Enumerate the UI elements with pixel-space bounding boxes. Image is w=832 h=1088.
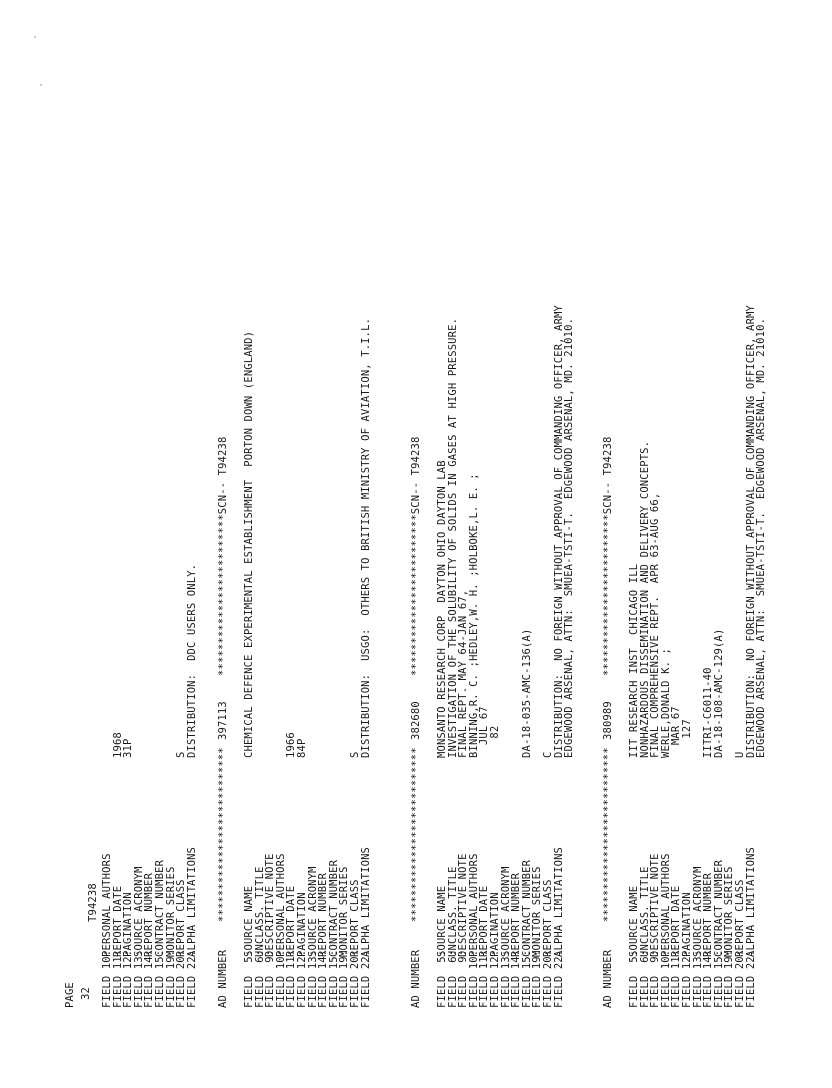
field-value: DA-18-035-AMC-136(A) [520,628,533,758]
field-name: ALPHA LIMITATIONS [359,846,372,957]
field-value-continuation: EDGEWOOD ARSENAL, ATTN: SMUEA-TSTI-T. EDGEWOOD ARSENAL, MD. 21010. [755,317,768,758]
field-name: REPORT NUMBER [702,872,715,957]
field-code: FIELD 9: [649,949,662,1008]
field-name: REPORT CLASS [175,879,188,957]
field-code: FIELD 10: [467,949,480,1008]
field-name: CONTRACT NUMBER [712,859,725,957]
field-name: ALPHA LIMITATIONS [744,846,757,957]
field-name: REPORT DATE [285,885,298,957]
field-code: FIELD 12: [681,949,693,1008]
field-code: FIELD 5: [436,949,448,1008]
scn-line: *************************SCN-- T94238 [217,436,229,676]
field-name: SOURCE ACRONYM [306,866,319,957]
field-value: WERLE,DONALD K. ; [659,647,672,758]
field-name: MONITOR SERIES [723,866,736,957]
field-name: PERSONAL AUTHORS [467,853,480,957]
scn-line: *************************SCN-- T94238 [410,436,422,676]
field-value: DA-18-108-AMC-129(A) [712,628,725,758]
field-name: SOURCE ACRONYM [499,866,512,957]
field-code: FIELD 19: [338,949,351,1008]
field-code: FIELD 20: [542,949,554,1008]
page-number: 32 [80,987,92,1000]
field-code: FIELD 22: [359,949,372,1008]
field-name: REPORT CLASS [349,879,361,957]
field-code: FIELD 12: [489,949,501,1008]
ad-number-value: 380989 [602,701,614,740]
field-code: FIELD 6: [638,949,651,1008]
field-name: REPORT CLASS [734,879,746,957]
field-name: SOURCE ACRONYM [132,866,145,957]
field-name: PERSONAL AUTHORS [274,853,287,957]
field-value-continuation: EDGEWOOD ARSENAL, ATTN: SMUEA-TSTI-T. EDGEWOOD ARSENAL, MD. 21010. [563,317,576,758]
field-value: FINAL REPT. MAY 64-JAN 67, [457,589,470,758]
field-code: FIELD 13: [499,949,512,1008]
field-name: REPORT CLASS [542,879,554,957]
field-code: FIELD 20: [349,949,361,1008]
ad-number-label: AD NUMBER [217,949,229,1008]
field-name: SOURCE NAME [436,885,448,957]
field-value: NONHAZARDOUS DISSEMINATION AND DELIVERY CONCEPTS. [638,440,651,758]
field-name: PAGINATION [489,892,501,957]
field-code: FIELD 14: [510,949,523,1008]
field-value: U [734,751,746,758]
field-value: 84P [296,738,308,758]
scn-line: *************************SCN-- T94238 [602,436,614,676]
field-value: 1966 [285,732,298,758]
report-code: T94238 [87,883,99,922]
field-value: DISTRIBUTION: DDC USERS ONLY. [185,563,198,758]
field-code: FIELD 11: [285,949,298,1008]
field-name: MONITOR SERIES [531,866,544,957]
field-name: REPORT NUMBER [143,872,156,957]
field-code: FIELD 9: [457,949,470,1008]
field-name: CONTRACT NUMBER [520,859,533,957]
record-separator-stars: *************************** [602,747,614,922]
field-name: CONTRACT NUMBER [327,859,340,957]
field-code: FIELD 15: [154,949,166,1008]
field-value: C [542,751,554,758]
field-name: REPORT DATE [111,885,124,957]
field-value: 1968 [111,732,124,758]
field-name: PAGINATION [122,892,135,957]
field-code: FIELD 19: [531,949,544,1008]
field-code: FIELD 11: [111,949,124,1008]
ad-number-label: AD NUMBER [410,949,422,1008]
field-code: FIELD 19: [723,949,736,1008]
field-value: CHEMICAL DEFENCE EXPERIMENTAL ESTABLISHMENT PORTON DOWN (ENGLAND) [243,330,255,758]
field-name: REPORT DATE [670,885,683,957]
field-name: MONITOR SERIES [164,866,177,957]
field-name: REPORT DATE [478,885,491,957]
field-name: ALPHA LIMITATIONS [185,846,198,957]
scan-speck [34,36,36,38]
field-code: FIELD 12: [296,949,308,1008]
field-code: FIELD 6: [253,949,266,1008]
field-value: S [175,751,188,758]
field-name: DESCRIPTIVE NOTE [264,853,277,957]
field-value: MAR 67 [670,706,683,758]
field-value: DISTRIBUTION: USGO: OTHERS TO BRITISH MINISTRY OF AVIATION, T.I.L. [359,317,372,758]
field-code: FIELD 20: [175,949,188,1008]
field-value: BINNING,R. C. ;HEDLEY,W. H. ;HOLBOKE,L. E. ; [467,473,480,758]
field-name: PERSONAL AUTHORS [101,853,113,957]
field-name: REPORT NUMBER [510,872,523,957]
field-code: FIELD 10: [659,949,672,1008]
field-code: FIELD 12: [122,949,135,1008]
record-separator-stars: *************************** [410,747,422,922]
field-code: FIELD 15: [712,949,725,1008]
field-name: DESCRIPTIVE NOTE [649,853,662,957]
ad-number-label: AD NUMBER [602,949,614,1008]
field-name: DESCRIPTIVE NOTE [457,853,470,957]
field-value: JUL 67 [478,706,491,758]
field-value: 82 [489,725,501,758]
field-code: FIELD 22: [744,949,757,1008]
field-value: S [349,751,361,758]
field-value: DISTRIBUTION: NO FOREIGN WITHOUT APPROVAL OF COMMANDING OFFICER, ARMY [744,304,757,758]
field-value: DISTRIBUTION: NO FOREIGN WITHOUT APPROVAL OF COMMANDING OFFICER, ARMY [552,304,565,758]
field-code: FIELD 15: [327,949,340,1008]
field-name: PAGINATION [681,892,693,957]
field-code: FIELD 13: [691,949,704,1008]
field-code: FIELD 14: [143,949,156,1008]
field-code: FIELD 15: [520,949,533,1008]
field-code: FIELD 9: [264,949,277,1008]
field-code: FIELD 11: [670,949,683,1008]
field-code: FIELD 19: [164,949,177,1008]
field-name: UNCLASS. TITLE [446,866,459,957]
scan-speck [40,84,42,86]
field-value: MONSANTO RESEARCH CORP DAYTON OHIO DAYTON LAB [436,460,448,758]
record-separator-stars: *************************** [217,747,229,922]
field-name: UNCLASS. TITLE [253,866,266,957]
field-value: INVESTIGATION OF THE SOLUBILITY OF SOLIDS IN GASES AT HIGH PRESSURE. [446,317,459,758]
field-code: FIELD 5: [628,949,640,1008]
field-code: FIELD 22: [185,949,198,1008]
field-name: MONITOR SERIES [338,866,351,957]
field-name: PAGINATION [296,892,308,957]
field-code: FIELD 10: [274,949,287,1008]
page-label: PAGE [64,982,76,1008]
field-name: CONTRACT NUMBER [154,859,166,957]
field-name: PERSONAL AUTHORS [659,853,672,957]
ad-number-value: 397113 [217,701,229,740]
field-name: UNCLASS. TITLE [638,866,651,957]
ad-number-value: 382680 [410,701,422,740]
field-code: FIELD 20: [734,949,746,1008]
field-code: FIELD 14: [317,949,330,1008]
field-value: IITRI-C6011-40 [702,667,715,758]
field-code: FIELD 11: [478,949,491,1008]
field-code: FIELD 10: [101,949,113,1008]
field-value: 127 [681,719,693,758]
field-name: REPORT NUMBER [317,872,330,957]
field-name: SOURCE NAME [243,885,255,957]
field-code: FIELD 5: [243,949,255,1008]
field-value: IIT RESEARCH INST CHICAGO ILL [628,563,640,758]
field-value: FINAL COMPREHENSIVE REPT. APR 63-AUG 66, [649,492,662,758]
field-code: FIELD 13: [306,949,319,1008]
field-name: SOURCE NAME [628,885,640,957]
field-name: ALPHA LIMITATIONS [552,846,565,957]
field-value: 31P [122,738,135,758]
field-code: FIELD 22: [552,949,565,1008]
field-name: SOURCE ACRONYM [691,866,704,957]
field-code: FIELD 6: [446,949,459,1008]
field-code: FIELD 13: [132,949,145,1008]
field-code: FIELD 14: [702,949,715,1008]
